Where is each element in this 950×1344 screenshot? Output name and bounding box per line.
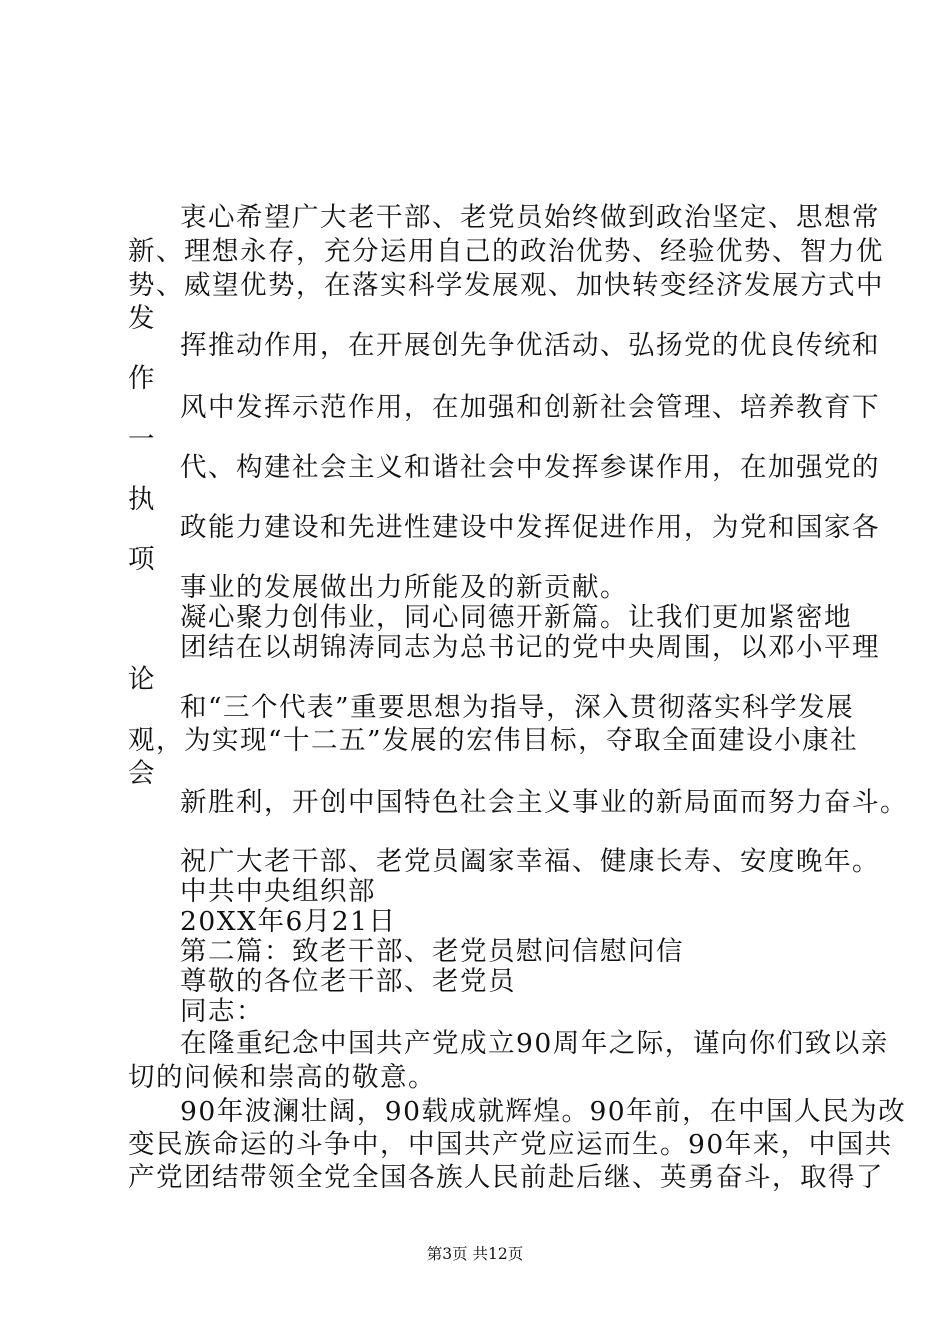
text-line: 新、理想永存，充分运用自己的政治优势、经验优势、智力优 [128, 236, 884, 267]
text-line: 发 [128, 303, 156, 334]
text-line: 切的问候和崇高的敬意。 [128, 1062, 436, 1093]
text-line: 风中发挥示范作用，在加强和创新社会管理、培养教育下 [180, 392, 880, 423]
text-line: 20XX年6月21日 [180, 906, 397, 937]
text-line: 执 [128, 484, 156, 515]
page-footer: 第3页 共12页 [426, 1245, 524, 1263]
text-line: 观，为实现“十二五”发展的宏伟目标，夺取全面建设小康社 [128, 725, 859, 756]
text-line: 90年波澜壮阔，90载成就辉煌。90年前，在中国人民为改 [180, 1096, 907, 1127]
text-line: 尊敬的各位老干部、老党员 [180, 966, 516, 997]
text-line: 代、构建社会主义和谐社会中发挥参谋作用，在加强党的 [180, 452, 880, 483]
text-line: 祝广大老干部、老党员阖家幸福、健康长寿、安度晚年。 [180, 846, 880, 877]
text-line: 论 [128, 664, 156, 695]
text-line: 事业的发展做出力所能及的新贡献。 [180, 572, 628, 603]
text-line: 挥推动作用，在开展创先争优活动、弘扬党的优良传统和 [180, 330, 880, 361]
text-line: 凝心聚力创伟业，同心同德开新篇。让我们更加紧密地 [180, 602, 852, 633]
text-line: 衷心希望广大老干部、老党员始终做到政治坚定、思想常 [180, 202, 880, 233]
text-line: 政能力建设和先进性建设中发挥促进作用，为党和国家各 [180, 512, 880, 543]
text-line: 会 [128, 758, 156, 789]
text-line: 一 [128, 424, 156, 455]
text-line: 同志： [180, 996, 264, 1027]
text-line: 产党团结带领全党全国各族人民前赴后继、英勇奋斗，取得了 [128, 1162, 884, 1193]
text-line: 在隆重纪念中国共产党成立90周年之际，谨向你们致以亲 [180, 1028, 889, 1059]
text-line: 变民族命运的斗争中，中国共产党应运而生。90年来，中国共 [128, 1129, 893, 1160]
text-line: 中共中央组织部 [180, 876, 376, 907]
text-line: 新胜利，开创中国特色社会主义事业的新局面而努力奋斗。 [180, 787, 908, 818]
text-line: 项 [128, 544, 156, 575]
text-line: 作 [128, 363, 156, 394]
text-line: 团结在以胡锦涛同志为总书记的党中央周围，以邓小平理 [180, 632, 880, 663]
text-line: 第二篇：致老干部、老党员慰问信慰问信 [180, 936, 684, 967]
text-line: 势、威望优势，在落实科学发展观、加快转变经济发展方式中 [128, 270, 884, 301]
text-line: 和“三个代表”重要思想为指导，深入贯彻落实科学发展 [180, 692, 855, 723]
